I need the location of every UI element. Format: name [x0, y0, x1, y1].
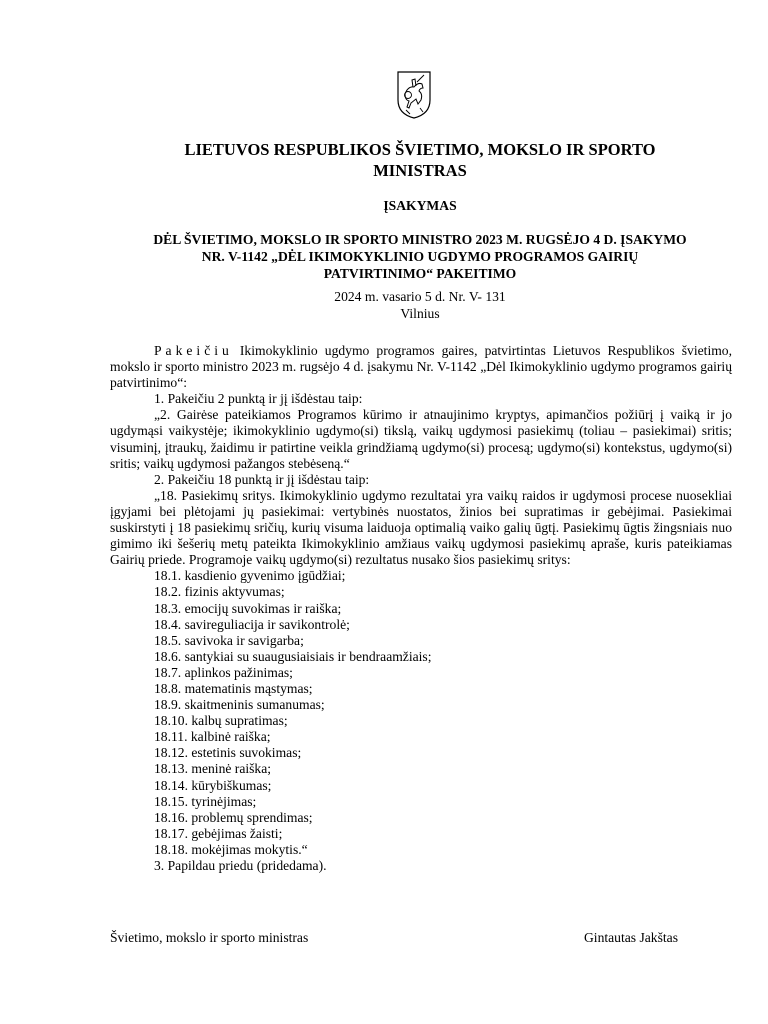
achievement-area-item: 18.13. meninė raiška;: [154, 761, 272, 777]
order-heading-line: NR. V-1142 „DĖL IKIMOKYKLINIO UGDYMO PROGRAMOS GAIRIŲ: [201, 249, 639, 264]
intro-spaced-word: Pakeičiu: [154, 343, 233, 358]
order-place: Vilnius: [400, 306, 440, 321]
point-3: 3. Papildau priedu (pridedama).: [154, 858, 327, 873]
signatory-position: Švietimo, mokslo ir sporto ministras: [110, 930, 309, 945]
order-date-number: 2024 m. vasario 5 d. Nr. V- 131: [334, 289, 506, 304]
achievement-area-item: 18.12. estetinis suvokimas;: [154, 745, 302, 761]
achievement-area-item: 18.8. matematinis mąstymas;: [154, 680, 313, 696]
achievement-areas-list: [110, 568, 732, 858]
achievement-area-item: 18.5. savivoka ir savigarba;: [154, 632, 304, 648]
intro-paragraph: [110, 343, 732, 391]
achievement-area-item: 18.17. gebėjimas žaisti;: [154, 825, 283, 841]
point-1: 1. Pakeičiu 2 punktą ir jį išdėstau taip:: [154, 391, 363, 407]
order-date-block: [100, 288, 740, 322]
achievement-area-item: 18.10. kalbų supratimas;: [154, 713, 288, 729]
order-title: ĮSAKYMAS: [383, 198, 457, 213]
coat-of-arms-icon: [396, 70, 432, 120]
signatory-name: Gintautas Jakštas: [583, 930, 678, 945]
achievement-area-item: 18.4. savireguliacija ir savikontrolė;: [154, 616, 350, 632]
achievement-area-item: 18.18. mokėjimas mokytis.“: [154, 841, 308, 857]
order-heading-line: PATVIRTINIMO“ PAKEITIMO: [323, 266, 517, 281]
achievement-area-item: 18.2. fizinis aktyvumas;: [154, 584, 285, 600]
achievement-area-item: 18.1. kasdienio gyvenimo įgūdžiai;: [154, 568, 346, 584]
ministry-title: [100, 139, 740, 181]
signature-block: [110, 929, 678, 946]
achievement-area-item: 18.14. kūrybiškumas;: [154, 777, 272, 793]
ministry-title-line: MINISTRAS: [373, 161, 467, 180]
order-heading: [100, 231, 740, 282]
achievement-area-item: 18.15. tyrinėjimas;: [154, 793, 257, 809]
point-1-text: „2. Gairėse pateikiamos Programos kūrimo ir atnaujinimo kryptys, apimančios požiūrį į vaiką ir jo ugdymąsi vaikystėje; ikimokyklinio ugdymo(si) tikslą, vaikų ugdymosi pasiekimų (toliau – pasiekimai) sritis; visuminį, įtraukų, žaidimu ir patirtine veikla grindžiamą ugdymo(si) procesą; ugdymo(si) kontekstus, ugdymo(si) sritis; vaikų ugdymosi pažangos stebėseną.“: [110, 407, 732, 471]
achievement-area-item: 18.7. aplinkos pažinimas;: [154, 664, 293, 680]
achievement-area-item: 18.16. problemų sprendimas;: [154, 809, 313, 825]
order-heading-line: DĖL ŠVIETIMO, MOKSLO IR SPORTO MINISTRO 2023 M. RUGSĖJO 4 D. ĮSAKYMO: [153, 232, 687, 247]
achievement-area-item: 18.11. kalbinė raiška;: [154, 729, 271, 745]
achievement-area-item: 18.6. santykiai su suaugusiaisiais ir bendraamžiais;: [154, 648, 432, 664]
point-2: 2. Pakeičiu 18 punktą ir jį išdėstau taip:: [154, 471, 370, 487]
order-body: [110, 343, 732, 874]
point-2-text: „18. Pasiekimų sritys. Ikimokyklinio ugdymo rezultatai yra vaikų raidos ir ugdymosi procese nuosekliai įgyjami bei plėtojami jų pasiekimai: vertybinės nuostatos, žinios bei supratimas ir gebėjimai. Pasiekimai suskirstyti į 18 pasiekimų sričių, kurių visuma laiduoja optimalią vaiko galių ūgtį. Pasiekimų ūgtis žingsniais nuo gimimo iki šešerių metų pateikta Ikimokyklinio amžiaus vaikų ugdymosi pasiekimų apraše, kuris pateikiamas Gairių priede. Programoje vaikų ugdymo(si) rezultatus nusako šios pasiekimų sritys:: [110, 487, 732, 568]
achievement-area-item: 18.9. skaitmeninis sumanumas;: [154, 697, 325, 713]
ministry-title-line: LIETUVOS RESPUBLIKOS ŠVIETIMO, MOKSLO IR SPORTO: [184, 140, 656, 159]
intro-text: Ikimokyklinio ugdymo programos gaires, patvirtintas Lietuvos Respublikos švietimo, mokslo ir sporto ministro 2023 m. rugsėjo 4 d. įsakymu Nr. V-1142 „Dėl Ikimokyklinio ugdymo programos gairių patvirtinimo“:: [110, 343, 732, 391]
achievement-area-item: 18.3. emocijų suvokimas ir raiška;: [154, 600, 342, 616]
